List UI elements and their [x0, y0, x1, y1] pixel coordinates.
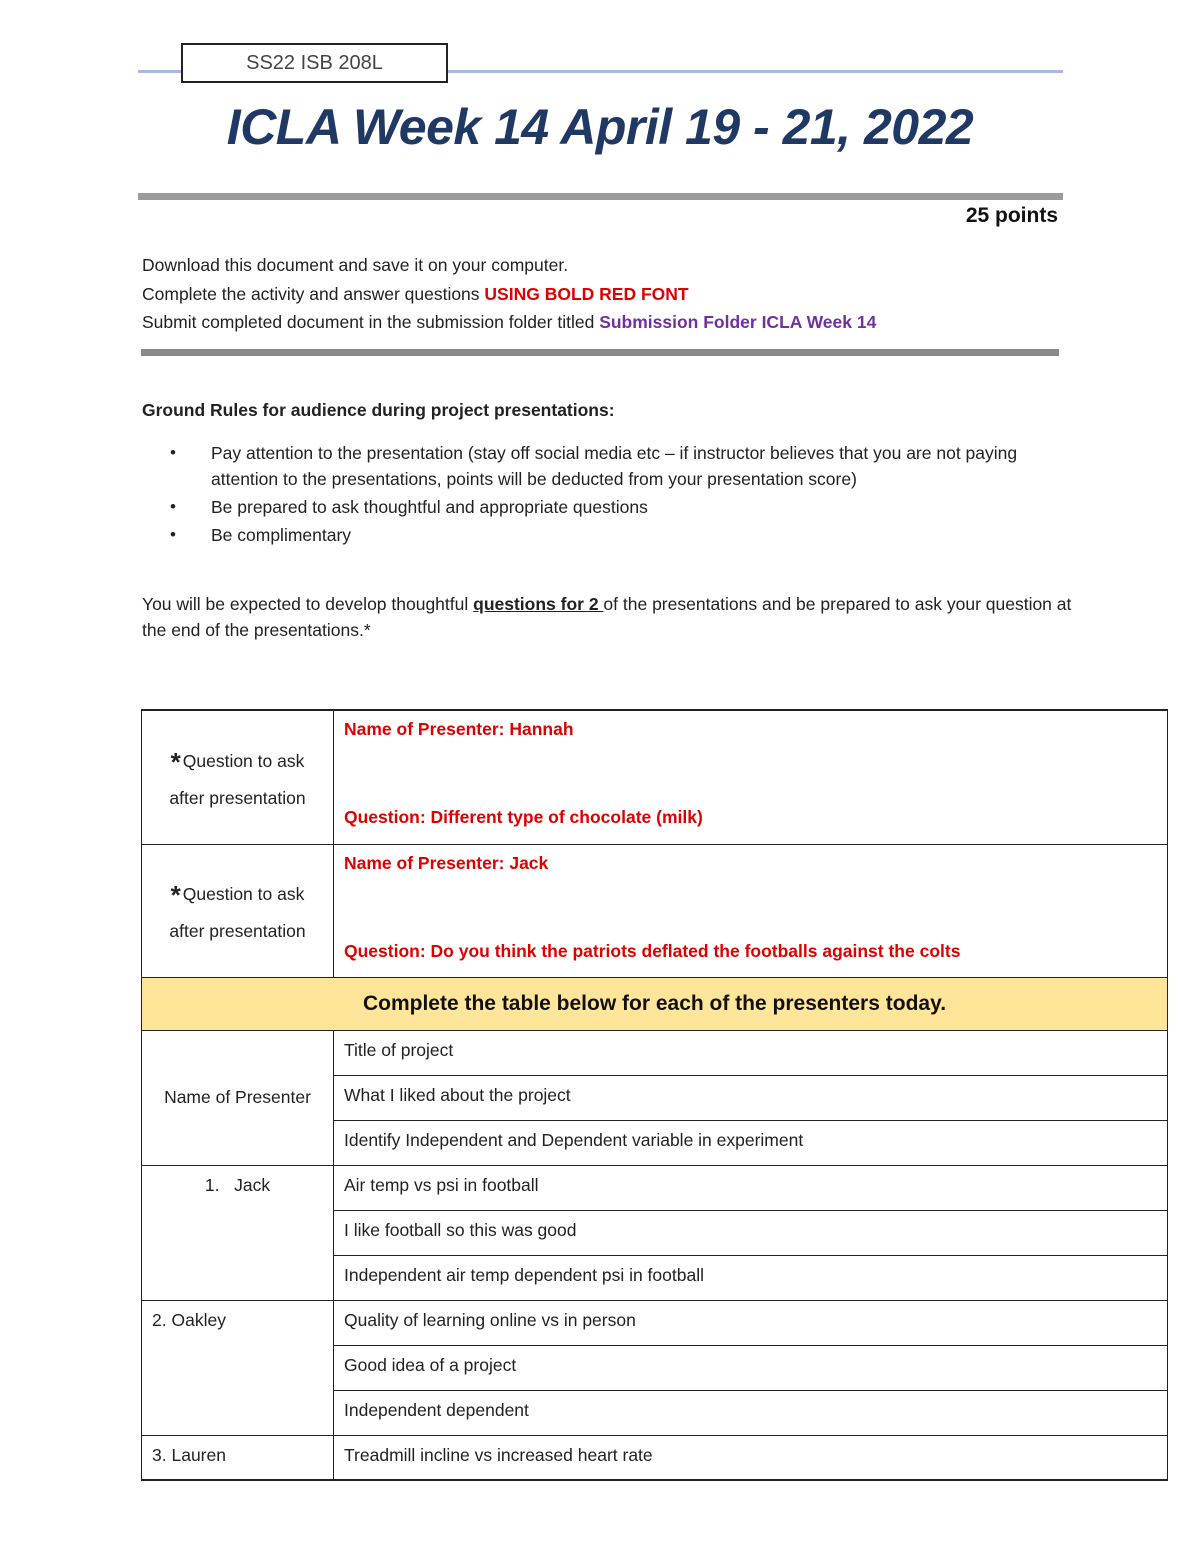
instruction-divider: [141, 349, 1059, 356]
bullet-icon: •: [170, 525, 176, 544]
header-rule-right: [448, 70, 1063, 73]
header-name-of-presenter: Name of Presenter: [142, 1030, 334, 1165]
question-label-line1: Question to ask: [182, 750, 305, 771]
presenter-1-variables[interactable]: Independent air temp dependent psi in football: [334, 1255, 1168, 1300]
ground-rules-list: [170, 440, 1070, 550]
presenter-1-liked[interactable]: I like football so this was good: [334, 1210, 1168, 1255]
header-title-of-project: Title of project: [334, 1030, 1168, 1075]
presenter-3-name: Lauren: [171, 1444, 226, 1465]
question-label-cell: [142, 710, 334, 844]
presenter-2-variables[interactable]: Independent dependent: [334, 1390, 1168, 1435]
presenter-1-cell[interactable]: [142, 1165, 334, 1300]
ground-rule-item: [170, 440, 1070, 492]
question-text: Question: Different type of chocolate (milk): [344, 807, 703, 827]
question-answer-cell[interactable]: [334, 844, 1168, 977]
table-row: [142, 1165, 1168, 1210]
question-text: Question: Do you think the patriots deflated the footballs against the colts: [344, 940, 961, 961]
presenter-3-cell[interactable]: [142, 1435, 334, 1480]
instruction-complete-prefix: Complete the activity and answer questions: [142, 284, 485, 304]
presenter-name: Name of Presenter: Jack: [344, 852, 549, 873]
presenter-2-number: 2.: [152, 1309, 167, 1330]
ground-rule-text: Be complimentary: [211, 525, 352, 545]
question-label-line2: after presentation: [169, 921, 306, 941]
ground-rule-item: [170, 494, 1070, 520]
expectation-underlined: questions for 2: [473, 594, 604, 614]
question-label-line2: after presentation: [169, 787, 306, 808]
instruction-download: Download this document and save it on your computer.: [142, 255, 569, 275]
bullet-icon: •: [170, 497, 176, 516]
instruction-submit-prefix: Submit completed document in the submission folder titled: [142, 312, 600, 332]
expectation-prefix: You will be expected to develop thoughtful: [142, 594, 474, 614]
ground-rule-text: Be prepared to ask thoughtful and appropriate questions: [211, 497, 648, 517]
table-header-row: [142, 1030, 1168, 1075]
question-label-cell: [142, 844, 334, 977]
ground-rules-heading: Ground Rules for audience during project presentations:: [142, 400, 615, 420]
ground-rule-text: Pay attention to the presentation (stay off social media etc – if instructor believes that you are not paying attention to the presentations, points will be deducted from your presentation score): [211, 443, 1018, 489]
red-font-note: USING BOLD RED FONT: [484, 284, 689, 304]
expectation-paragraph: [142, 591, 1072, 643]
header-variables: Identify Independent and Dependent variable in experiment: [334, 1120, 1168, 1165]
instruction-complete: [142, 284, 689, 305]
presenter-2-liked[interactable]: Good idea of a project: [334, 1345, 1168, 1390]
presenter-1-title[interactable]: Air temp vs psi in football: [334, 1165, 1168, 1210]
question-row: [142, 844, 1168, 977]
presenter-1-name: Jack: [234, 1174, 271, 1195]
ground-rule-item: [170, 522, 1070, 548]
instruction-band-row: [142, 977, 1168, 1030]
presenter-1-number: 1.: [204, 1174, 220, 1195]
question-row: [142, 710, 1168, 844]
table-band-title: Complete the table below for each of the presenters today.: [142, 977, 1168, 1030]
presenter-3-title[interactable]: Treadmill incline vs increased heart rate: [334, 1435, 1168, 1480]
table-row: [142, 1435, 1168, 1480]
asterisk-icon: *: [170, 746, 181, 777]
submission-folder-name: Submission Folder ICLA Week 14: [599, 312, 877, 332]
course-code: SS22 ISB 208L: [246, 52, 383, 74]
presenter-name: Name of Presenter: Hannah: [344, 719, 574, 739]
presenter-2-title[interactable]: Quality of learning online vs in person: [334, 1300, 1168, 1345]
title-divider: [138, 193, 1063, 200]
presenter-2-name: Oakley: [171, 1309, 226, 1330]
header-what-liked: What I liked about the project: [334, 1075, 1168, 1120]
question-label-line1: Question to ask: [182, 884, 305, 904]
bullet-icon: •: [170, 443, 176, 462]
table-row: [142, 1300, 1168, 1345]
instruction-submit: [142, 312, 876, 333]
course-code-box: [181, 43, 448, 83]
header-rule-left: [138, 70, 182, 73]
presenter-2-cell[interactable]: [142, 1300, 334, 1435]
points-label: 25 points: [965, 204, 1058, 227]
expectation-suffix: of the presentations and be prepared to ask your question at the end of the presentations.*: [142, 594, 1072, 640]
presenter-table: [141, 709, 1168, 1481]
question-answer-cell[interactable]: [334, 710, 1168, 844]
presenter-3-number: 3.: [152, 1444, 167, 1465]
page-title: ICLA Week 14 April 19 - 21, 2022: [226, 99, 974, 155]
asterisk-icon: *: [170, 880, 181, 910]
